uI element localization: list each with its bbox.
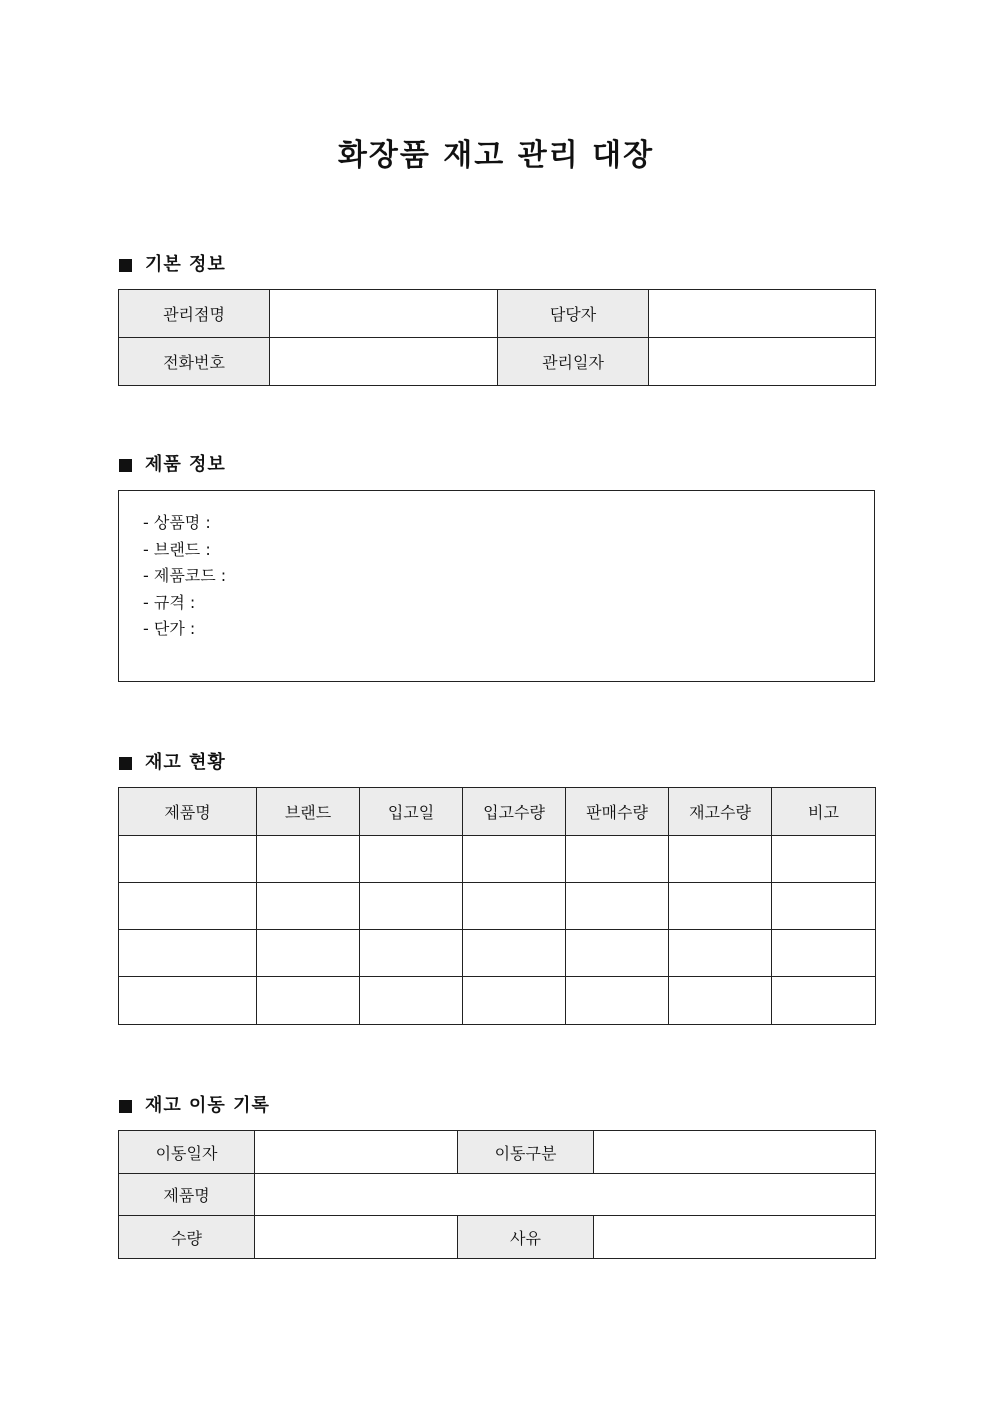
table-cell[interactable] <box>360 930 463 977</box>
section-heading-product <box>119 453 226 477</box>
movement-row <box>119 1174 876 1216</box>
movement-row <box>119 1216 876 1259</box>
table-row <box>119 977 876 1025</box>
section-heading-label: 제품 정보 <box>145 454 226 475</box>
phone-label: 전화번호 <box>119 338 270 386</box>
column-header: 재고수량 <box>669 788 772 836</box>
table-row <box>119 836 876 883</box>
move-date-field[interactable] <box>255 1131 458 1174</box>
column-header: 판매수량 <box>566 788 669 836</box>
table-cell[interactable] <box>257 977 360 1025</box>
unit-price-line: - 단가 : <box>143 619 196 639</box>
manager-label: 담당자 <box>498 290 649 338</box>
column-header: 제품명 <box>119 788 257 836</box>
section-heading-label: 재고 현황 <box>145 752 226 773</box>
product-name-label: 제품명 <box>119 1174 255 1216</box>
table-cell[interactable] <box>257 836 360 883</box>
table-cell[interactable] <box>360 883 463 930</box>
table-cell[interactable] <box>463 977 566 1025</box>
table-cell[interactable] <box>669 930 772 977</box>
section-heading-label: 기본 정보 <box>145 254 226 275</box>
manager-field[interactable] <box>649 290 876 338</box>
section-heading-label: 재고 이동 기록 <box>145 1095 270 1116</box>
reason-label: 사유 <box>458 1216 594 1259</box>
table-cell[interactable] <box>772 836 876 883</box>
table-cell[interactable] <box>669 836 772 883</box>
section-heading-movement <box>119 1094 270 1118</box>
column-header: 브랜드 <box>257 788 360 836</box>
product-name-line: - 상품명 : <box>143 513 211 532</box>
column-header: 입고수량 <box>463 788 566 836</box>
square-bullet-icon <box>119 459 132 472</box>
table-row <box>119 930 876 977</box>
basic-info-table <box>118 289 876 386</box>
brand-line: - 브랜드 : <box>143 539 211 559</box>
table-header-row <box>119 788 876 836</box>
spec-line: - 규격 : <box>143 592 196 612</box>
table-cell[interactable] <box>463 836 566 883</box>
table-cell[interactable] <box>566 836 669 883</box>
table-cell[interactable] <box>360 977 463 1025</box>
table-cell[interactable] <box>669 977 772 1025</box>
column-header: 입고일 <box>360 788 463 836</box>
table-row <box>119 883 876 930</box>
page-title: 화장품 재고 관리 대장 <box>337 138 655 173</box>
table-cell[interactable] <box>119 883 257 930</box>
product-code-line: - 제품코드 : <box>143 566 227 586</box>
store-name-field[interactable] <box>270 290 498 338</box>
basic-info-row <box>119 290 876 338</box>
table-cell[interactable] <box>566 977 669 1025</box>
product-name-field[interactable] <box>255 1174 876 1216</box>
product-info-box[interactable] <box>118 490 875 682</box>
stock-status-table <box>118 787 876 1025</box>
section-heading-basic <box>119 253 226 277</box>
table-cell[interactable] <box>566 930 669 977</box>
table-cell[interactable] <box>463 883 566 930</box>
movement-record-table <box>118 1130 876 1259</box>
table-cell[interactable] <box>119 977 257 1025</box>
move-date-label: 이동일자 <box>119 1131 255 1174</box>
move-type-field[interactable] <box>594 1131 876 1174</box>
table-cell[interactable] <box>119 930 257 977</box>
table-cell[interactable] <box>257 883 360 930</box>
square-bullet-icon <box>119 757 132 770</box>
table-cell[interactable] <box>772 883 876 930</box>
table-cell[interactable] <box>669 883 772 930</box>
move-type-label: 이동구분 <box>458 1131 594 1174</box>
column-header: 비고 <box>772 788 876 836</box>
date-label: 관리일자 <box>498 338 649 386</box>
table-cell[interactable] <box>257 930 360 977</box>
table-cell[interactable] <box>119 836 257 883</box>
table-cell[interactable] <box>772 930 876 977</box>
store-name-label: 관리점명 <box>119 290 270 338</box>
table-cell[interactable] <box>566 883 669 930</box>
movement-row <box>119 1131 876 1174</box>
basic-info-row <box>119 338 876 386</box>
square-bullet-icon <box>119 259 132 272</box>
table-cell[interactable] <box>360 836 463 883</box>
section-heading-stock <box>119 751 226 775</box>
phone-field[interactable] <box>270 338 498 386</box>
quantity-field[interactable] <box>255 1216 458 1259</box>
date-field[interactable] <box>649 338 876 386</box>
square-bullet-icon <box>119 1100 132 1113</box>
table-cell[interactable] <box>772 977 876 1025</box>
reason-field[interactable] <box>594 1216 876 1259</box>
quantity-label: 수량 <box>119 1216 255 1259</box>
table-cell[interactable] <box>463 930 566 977</box>
